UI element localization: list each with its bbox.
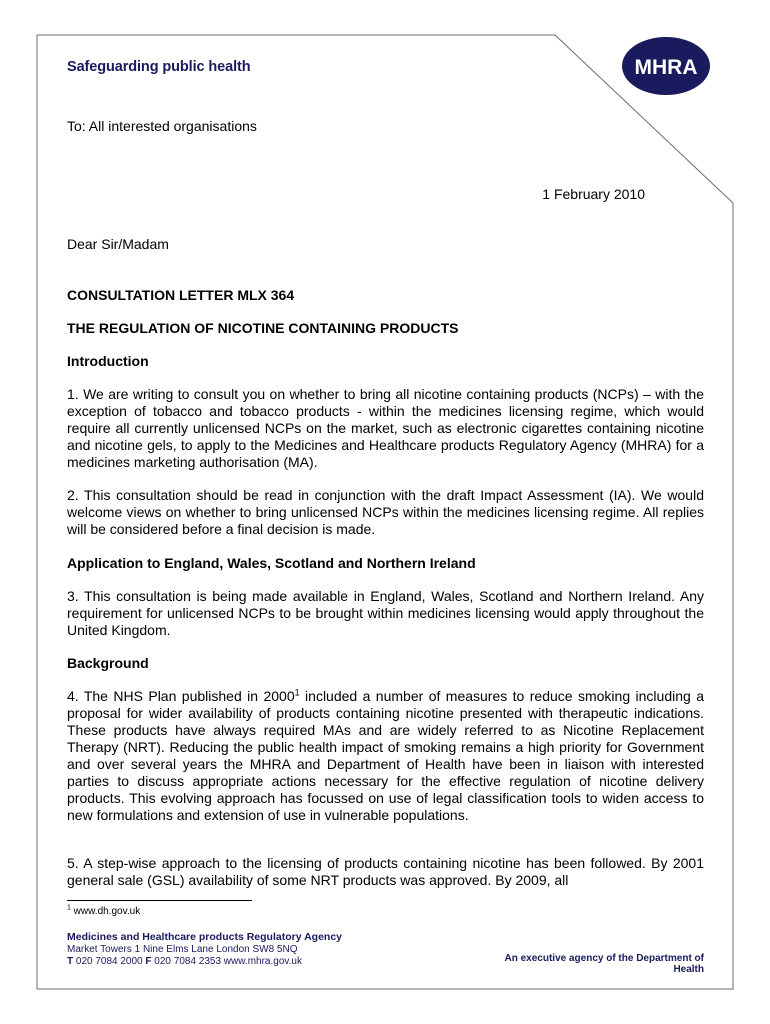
salutation: Dear Sir/Madam <box>67 236 169 252</box>
footnote-number: 1 <box>67 904 71 912</box>
heading-introduction: Introduction <box>67 353 149 369</box>
letter-reference-title: CONSULTATION LETTER MLX 364 <box>67 287 295 303</box>
paragraph-4 <box>67 688 704 824</box>
footer-contact <box>67 956 302 967</box>
footnote <box>67 906 140 917</box>
fax-label: F <box>145 956 152 967</box>
recipient-line: To: All interested organisations <box>67 118 257 134</box>
paragraph-1: 1. We are writing to consult you on whether to bring all nicotine containing products (NCPs) – with the exception of tobacco and tobacco products - within the medicines licensing regime, which would require all currently unlicensed NCPs on the market, such as electronic cigarettes containing nicotine and nicotine gels, to apply to the Medicines and Healthcare products Regulatory Agency (MHRA) for a medicines marketing authorisation (MA). <box>67 386 704 470</box>
mhra-logo <box>622 37 710 95</box>
paragraph-3: 3. This consultation is being made available in England, Wales, Scotland and Northern Ireland. Any requirement for unlicensed NCPs to be brought within medicines licensing would apply throughout the United Kingdom. <box>67 588 704 638</box>
footnote-text: www.dh.gov.uk <box>70 906 141 917</box>
logo-text: MHRA <box>634 56 698 79</box>
footer-executive-agency: An executive agency of the Department of Health <box>504 953 704 975</box>
letter-subject-title: THE REGULATION OF NICOTINE CONTAINING PRODUCTS <box>67 320 459 336</box>
header-tagline: Safeguarding public health <box>67 59 251 75</box>
tel-label: T <box>67 956 74 967</box>
letter-date: 1 February 2010 <box>542 186 645 202</box>
footer-address: Market Towers 1 Nine Elms Lane London SW8 5NQ <box>67 944 298 955</box>
paragraph-4-start: 4. The NHS Plan published in 2000 <box>67 688 295 704</box>
tel-number: 020 7084 2000 <box>73 956 146 967</box>
footer-agency-name: Medicines and Healthcare products Regulatory Agency <box>67 931 343 943</box>
heading-application: Application to England, Wales, Scotland and Northern Ireland <box>67 555 476 571</box>
footnote-reference: 1 <box>294 687 300 698</box>
paragraph-5: 5. A step-wise approach to the licensing of products containing nicotine has been followed. By 2001 general sale (GSL) availability of some NRT products was approved. By 2009, all <box>67 855 704 888</box>
fax-and-website: 020 7084 2353 www.mhra.gov.uk <box>151 956 302 967</box>
paragraph-2: 2. This consultation should be read in conjunction with the draft Impact Assessment (IA). We would welcome views on whether to bring unlicensed NCPs within the medicines licensing regime. All replies will be considered before a final decision is made. <box>67 487 704 537</box>
footnote-divider <box>67 900 252 901</box>
heading-background: Background <box>67 655 149 671</box>
paragraph-4-rest: included a number of measures to reduce smoking including a proposal for wider availability of products containing nicotine presented with therapeutic indications. These products have always required MAs and are widely referred to as Nicotine Replacement Therapy (NRT). Reducing the public health impact of smoking remains a high priority for Government and over several years the MHRA and Department of Health have been in liaison with interested parties to discuss appropriate actions necessary for the effective regulation of nicotine delivery products. This evolving approach has focussed on use of legal classification tools to widen access to new formulations and extension of use in vulnerable populations. <box>67 688 704 823</box>
